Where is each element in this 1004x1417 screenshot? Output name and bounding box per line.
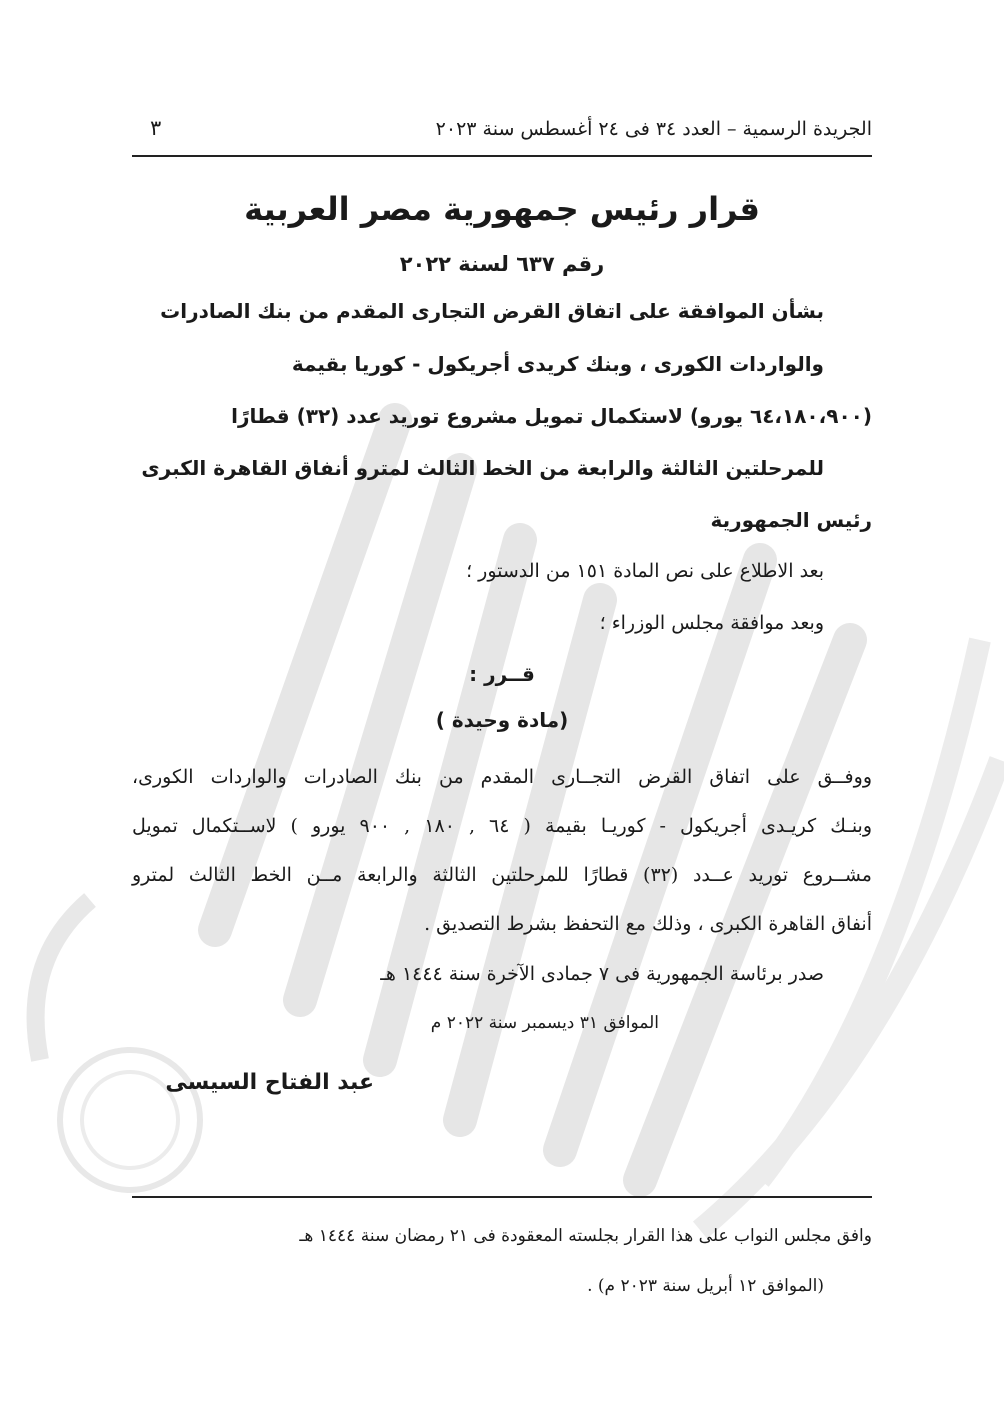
- signature: عبد الفتاح السيسى: [165, 1070, 374, 1095]
- issuer-heading: رئيس الجمهورية: [710, 508, 872, 532]
- page-number: ٣: [150, 116, 162, 140]
- preamble-line: وبعد موافقة مجلس الوزراء ؛: [599, 612, 824, 634]
- footnote-rule: [132, 1196, 872, 1198]
- subject-line: بشأن الموافقة على اتفاق القرض التجارى المقدم من بنك الصادرات: [160, 299, 824, 323]
- article-line: وبنـك كريـدى أجريكول - كوريـا بقيمة ( ٦٤ , ١٨٠ , ٩٠٠ يورو ) لاســتكمال تمويل: [132, 815, 873, 837]
- decree-number: رقم ٦٣٧ لسنة ٢٠٢٢: [399, 252, 605, 276]
- footnote-line: وافق مجلس النواب على هذا القرار بجلسته المعقودة فى ٢١ رمضان سنة ١٤٤٤ هـ: [299, 1226, 872, 1246]
- article-line: مشــروع توريد عــدد (٣٢) قطارًا للمرحلتين الثالثة والرابعة مــن الخط الثالث لمترو: [132, 864, 872, 886]
- issued-at: صدر برئاسة الجمهورية فى ٧ جمادى الآخرة سنة ١٤٤٤ هـ: [380, 963, 824, 985]
- preamble-line: بعد الاطلاع على نص المادة ١٥١ من الدستور ؛: [466, 560, 824, 582]
- footnote-line: (الموافق ١٢ أبريل سنة ٢٠٢٣ م) .: [587, 1276, 824, 1296]
- article-heading: (مادة وحيدة ): [435, 708, 569, 732]
- subject-line: للمرحلتين الثالثة والرابعة من الخط الثالث لمترو أنفاق القاهرة الكبرى: [141, 456, 824, 480]
- subject-line: (٦٤،١٨٠،٩٠٠ يورو) لاستكمال تمويل مشروع توريد عدد (٣٢) قطارًا: [231, 404, 872, 428]
- corresponding-date: الموافق ٣١ ديسمبر سنة ٢٠٢٢ م: [430, 1013, 659, 1033]
- header-rule: [132, 155, 872, 157]
- running-header: الجريدة الرسمية – العدد ٣٤ فى ٢٤ أغسطس سنة ٢٠٢٣: [435, 118, 872, 140]
- article-line: أنفاق القاهرة الكبرى ، وذلك مع التحفظ بشرط التصديق .: [424, 913, 872, 935]
- decided-heading: قــرر :: [469, 662, 535, 686]
- subject-line: والواردات الكورى ، وبنك كريدى أجريكول - كوريا بقيمة: [291, 352, 824, 376]
- decree-title: قرار رئيس جمهورية مصر العربية: [244, 190, 760, 228]
- article-line: ووفــق على اتفاق القرض التجــارى المقدم من بنك الصادرات والواردات الكورى،: [132, 766, 872, 788]
